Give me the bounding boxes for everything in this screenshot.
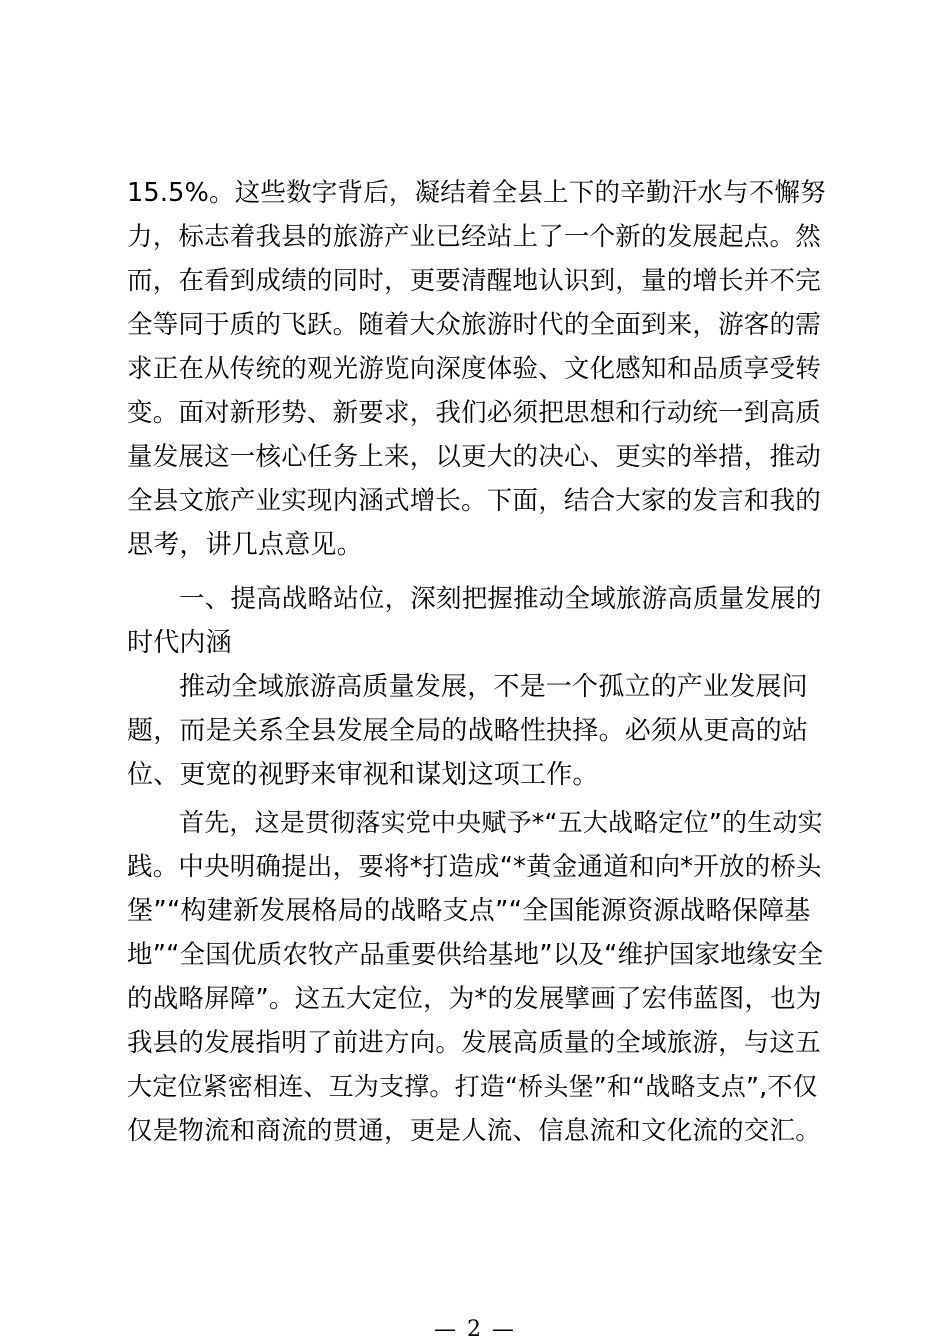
paragraph-line: 全县文旅产业实现内涵式增长。下面，结合大家的发言和我的 <box>127 486 821 516</box>
paragraph-line: 的战略屏障”。这五大定位，为*的发展擘画了宏伟蓝图，也为 <box>127 984 822 1014</box>
paragraph-line: 大定位紧密相连、互为支撑。打造“桥头堡”和“战略支点”,不仅 <box>127 1072 818 1101</box>
paragraph-line: 求正在从传统的观光游览向深度体验、文化感知和品质享受转 <box>127 354 821 384</box>
paragraph-line: 思考，讲几点意见。 <box>127 530 363 560</box>
page-number: — 2 — <box>434 1317 516 1342</box>
paragraph-line: 变。面对新形势、新要求，我们必须把思想和行动统一到高质 <box>127 398 821 428</box>
paragraph-line: 位、更宽的视野来审视和谋划这项工作。 <box>127 760 599 790</box>
paragraph-line: 题，而是关系全县发展全局的战略性抉择。必须从更高的站 <box>127 716 809 746</box>
paragraph-line: 15.5%。这些数字背后，凝结着全县上下的辛勤汗水与不懈努 <box>127 178 826 208</box>
section-heading: 时代内涵 <box>127 628 232 658</box>
paragraph-line: 全等同于质的飞跃。随着大众旅游时代的全面到来，游客的需 <box>127 310 821 340</box>
paragraph-line: 推动全域旅游高质量发展，不是一个孤立的产业发展问 <box>179 672 808 702</box>
paragraph-line: 首先，这是贯彻落实党中央赋予*“五大战略定位”的生动实 <box>179 808 823 837</box>
section-heading: 一、提高战略站位，深刻把握推动全域旅游高质量发展的 <box>179 584 822 614</box>
paragraph-line: 我县的发展指明了前进方向。发展高质量的全域旅游，与这五 <box>127 1028 821 1058</box>
paragraph-line: 堡”“构建新发展格局的战略支点”“全国能源资源战略保障基 <box>127 896 811 926</box>
paragraph-line: 践。中央明确提出，要将*打造成“*黄金通道和向*开放的桥头 <box>127 852 822 882</box>
paragraph-line: 力，标志着我县的旅游产业已经站上了一个新的发展起点。然 <box>127 222 821 252</box>
paragraph-line: 而，在看到成绩的同时，更要清醒地认识到，量的增长并不完 <box>127 266 821 296</box>
paragraph-line: 地”“全国优质农牧产品重要供给基地”以及“维护国家地缘安全 <box>127 940 824 970</box>
paragraph-line: 仅是物流和商流的贯通，更是人流、信息流和文化流的交汇。 <box>127 1116 821 1146</box>
paragraph-line: 量发展这一核心任务上来，以更大的决心、更实的举措，推动 <box>127 442 821 472</box>
